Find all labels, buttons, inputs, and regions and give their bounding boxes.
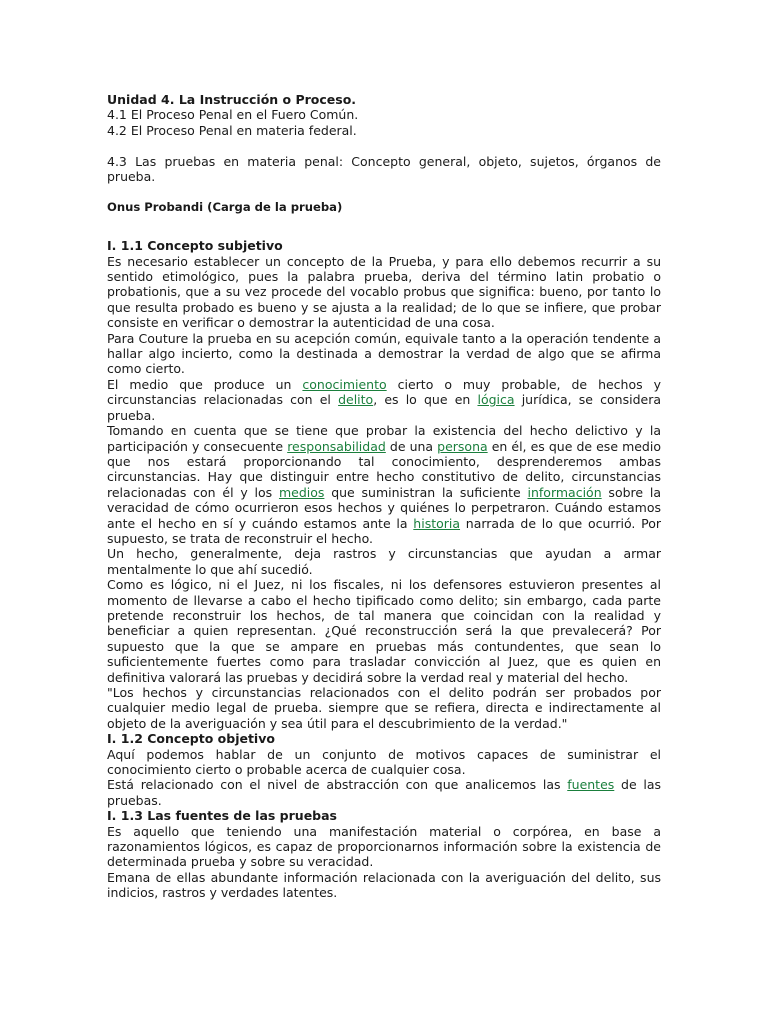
- text-run: de las pruebas.: [107, 777, 662, 808]
- text-run: Está relacionado con el nivel de abstracción con que analicemos las: [107, 777, 568, 793]
- link-historia[interactable]: historia: [413, 515, 461, 531]
- text-run: en él, es que de ese medio que nos estará proporcionando tal conocimiento, desprenderemos ambas circunstancias. Hay que distinguir entre hecho constitutivo de delito, circunstancias relacionadas con él y los: [107, 438, 661, 500]
- text-run: El medio que produce un: [107, 376, 303, 392]
- link-persona[interactable]: persona: [437, 438, 488, 454]
- section-1-3-heading: I. 1.3 Las fuentes de las pruebas: [107, 808, 337, 824]
- text-run: jurídica, se considera prueba.: [107, 392, 662, 423]
- paragraph: Como es lógico, ni el Juez, ni los fiscales, ni los defensores estuvieron presentes al momento de llevarse a cabo el hecho tipificado como delito; sin embargo, cada parte pretende reconstruir los hechos, de tal manera que coincidan con la realidad y beneficiar a quien representan. ¿Qué reconstrucción será la que prevalecerá? Por supuesto que la que se ampare en pruebas más contundentes, que sean lo suficientemente fuertes como para trasladar convicción al Juez, que es quien en definitiva valorará las pruebas y decidirá sobre la verdad real y material del hecho.: [107, 577, 661, 685]
- paragraph: Emana de ellas abundante información relacionada con la averiguación del delito, sus indicios, rastros y verdades latentes.: [107, 869, 661, 901]
- item-4-3: 4.3 Las pruebas en materia penal: Concepto general, objeto, sujetos, órganos de prueba.: [107, 153, 661, 185]
- text-run: narrada de lo que ocurrió. Por supuesto, se trata de reconstruir el hecho.: [107, 515, 661, 546]
- text-run: , es lo que en: [373, 392, 478, 408]
- link-informacion[interactable]: información: [527, 484, 602, 500]
- document-page: [107, 92, 661, 901]
- section-1-2-heading: I. 1.2 Concepto objetivo: [107, 731, 275, 747]
- link-responsabilidad[interactable]: responsabilidad: [287, 438, 386, 454]
- onus-heading: Onus Probandi (Carga de la prueba): [107, 199, 343, 214]
- paragraph: Es necesario establecer un concepto de la Prueba, y para ello debemos recurrir a su sentido etimológico, pues la palabra prueba, deriva del término latin probatio o probationis, que a su vez procede del vocablo probus que significa: bueno, por tanto lo que resulta probado es bueno y se ajusta a la realidad; de lo que se infiere, que probar consiste en verificar o demostrar la autenticidad de una cosa.: [107, 253, 661, 331]
- text-run: Tomando en cuenta que se tiene que probar la existencia del hecho delictivo y la participación y consecuente: [107, 423, 661, 454]
- paragraph: Aquí podemos hablar de un conjunto de motivos capaces de suministrar el conocimiento cierto o probable acerca de cualquier cosa.: [107, 746, 661, 778]
- paragraph: [107, 423, 661, 546]
- link-delito[interactable]: delito: [338, 392, 374, 408]
- text-run: que suministran la suficiente: [324, 484, 528, 500]
- paragraph: [107, 777, 661, 808]
- link-fuentes[interactable]: fuentes: [567, 777, 615, 793]
- text-run: cierto o muy probable, de hechos y circunstancias relacionadas con el: [107, 376, 662, 408]
- section-1-1-heading: I. 1.1 Concepto subjetivo: [107, 238, 283, 254]
- link-logica[interactable]: lógica: [477, 392, 515, 408]
- item-4-2: 4.2 El Proceso Penal en materia federal.: [107, 122, 357, 138]
- link-conocimiento[interactable]: conocimiento: [302, 376, 387, 392]
- item-4-1: 4.1 El Proceso Penal en el Fuero Común.: [107, 107, 359, 123]
- link-medios[interactable]: medios: [278, 484, 325, 500]
- paragraph: Un hecho, generalmente, deja rastros y circunstancias que ayudan a armar mentalmente lo que ahí sucedió.: [107, 546, 661, 577]
- quote-paragraph: "Los hechos y circunstancias relacionados con el delito podrán ser probados por cualquier medio legal de prueba. siempre que se refiera, directa e indirectamente al objeto de la averiguación y sea útil para el descubrimiento de la verdad.": [107, 685, 661, 731]
- paragraph: [107, 377, 661, 423]
- text-run: de una: [385, 438, 438, 454]
- unit-title: Unidad 4. La Instrucción o Proceso.: [107, 92, 357, 107]
- paragraph: Para Couture la prueba en su acepción común, equivale tanto a la operación tendente a hallar algo incierto, como la destinada a demostrar la verdad de algo que se afirma como cierto.: [107, 330, 661, 377]
- text-run: sobre la veracidad de cómo ocurrieron esos hechos y quiénes lo perpetraron. Cuándo estamos ante el hecho en sí y cuándo estamos ante la: [107, 484, 662, 531]
- paragraph: Es aquello que teniendo una manifestación material o corpórea, en base a razonamientos lógicos, es capaz de proporcionarnos información sobre la existencia de determinada prueba y sobre su veracidad.: [107, 823, 661, 870]
